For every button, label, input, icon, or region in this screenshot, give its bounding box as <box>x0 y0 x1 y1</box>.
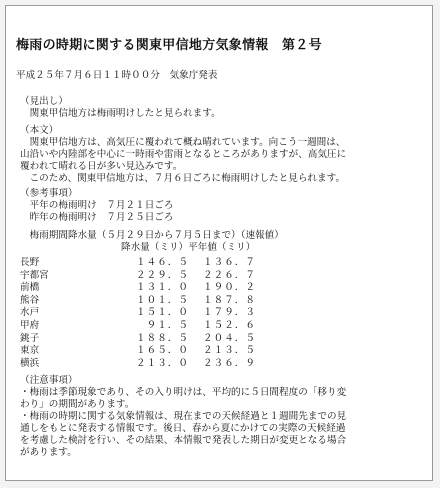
station-name: 宇都宮 <box>20 269 49 281</box>
rainfall-normal: ２０４．５ <box>203 332 256 344</box>
chui-line: 通しをもとに発表する情報です。後日、春から夏にかけての実際の天候経過 <box>20 423 346 434</box>
rainfall-amount: ２２９．５ <box>136 269 189 281</box>
rainfall-amount: １６５．０ <box>136 345 189 357</box>
rainfall-normal: １７９．３ <box>203 307 256 319</box>
rainfall-heading: 梅雨期間降水量（５月２９日から７月５日まで）（速報値） <box>20 230 284 241</box>
honbun-line: このため、関東甲信地方は、７月６日ごろに梅雨明けしたと見られます。 <box>20 173 346 184</box>
station-name: 長野 <box>20 257 40 268</box>
sanko-line: 昨年の梅雨明け ７月２５日ごろ <box>20 212 174 223</box>
rainfall-amount: １４６．５ <box>136 257 189 268</box>
chui-line: ・梅雨は季節現象であり、その入り明けは、平均的に５日間程度の「移り変 <box>20 387 347 398</box>
sanko-heading: （参考事項） <box>20 188 78 199</box>
rainfall-column-headers: 降水量（ミリ）平年値（ミリ） <box>121 242 256 253</box>
rainfall-normal: ２１３．５ <box>203 345 256 357</box>
rainfall-normal: １３６．７ <box>203 257 256 268</box>
midashi-heading: （見出し） <box>20 96 68 107</box>
honbun-line: 山沿いや内陸部を中心に一時雨や雷雨となるところがありますが、高気圧に <box>20 149 347 160</box>
station-name: 甲府 <box>20 319 40 331</box>
rainfall-normal: ２３６．９ <box>203 357 256 369</box>
station-name: 前橋 <box>20 282 40 294</box>
page-title: 梅雨の時期に関する関東甲信地方気象情報 第２号 <box>16 38 322 53</box>
rainfall-normal: １９０．２ <box>203 282 256 294</box>
sanko-line: 平年の梅雨明け ７月２１日ごろ <box>20 200 174 211</box>
rainfall-normal: ２２６．７ <box>203 269 256 281</box>
chui-line: を考慮した検討を行い、その結果、本情報で発表した期日が変更となる場合 <box>20 435 347 446</box>
rainfall-amount: １３１．０ <box>136 282 189 294</box>
chui-line: があります。 <box>20 447 77 458</box>
station-name: 東京 <box>20 345 40 357</box>
rainfall-amount: ９１．５ <box>146 319 189 331</box>
rainfall-amount: １０１．５ <box>136 294 189 306</box>
chui-line: ・梅雨の時期に関する気象情報は、現在までの天候経過と１週間先までの見 <box>20 411 347 422</box>
chui-line: わり」の期間があります。 <box>20 399 135 410</box>
station-name: 水戸 <box>20 307 40 319</box>
honbun-heading: （本文） <box>20 125 59 136</box>
rainfall-normal: １５２．６ <box>203 319 256 331</box>
station-name: 熊谷 <box>20 294 40 306</box>
issued-line: 平成２５年７月６日１１時００分 気象庁発表 <box>16 70 218 81</box>
rainfall-amount: ２１３．０ <box>136 357 189 369</box>
rainfall-normal: １８７．８ <box>203 294 256 306</box>
rainfall-amount: １５１．０ <box>136 307 189 319</box>
station-name: 横浜 <box>20 357 40 369</box>
honbun-line: 関東甲信地方は、高気圧に覆われて概ね晴れています。向こう一週間は、 <box>20 137 346 148</box>
honbun-line: 覆われて晴れる日が多い見込みです。 <box>20 161 183 172</box>
chui-heading: （注意事項） <box>20 375 78 386</box>
rainfall-amount: １８８．５ <box>136 332 189 344</box>
station-name: 銚子 <box>20 332 40 344</box>
midashi-text: 関東甲信地方は梅雨明けしたと見られます。 <box>20 108 221 119</box>
